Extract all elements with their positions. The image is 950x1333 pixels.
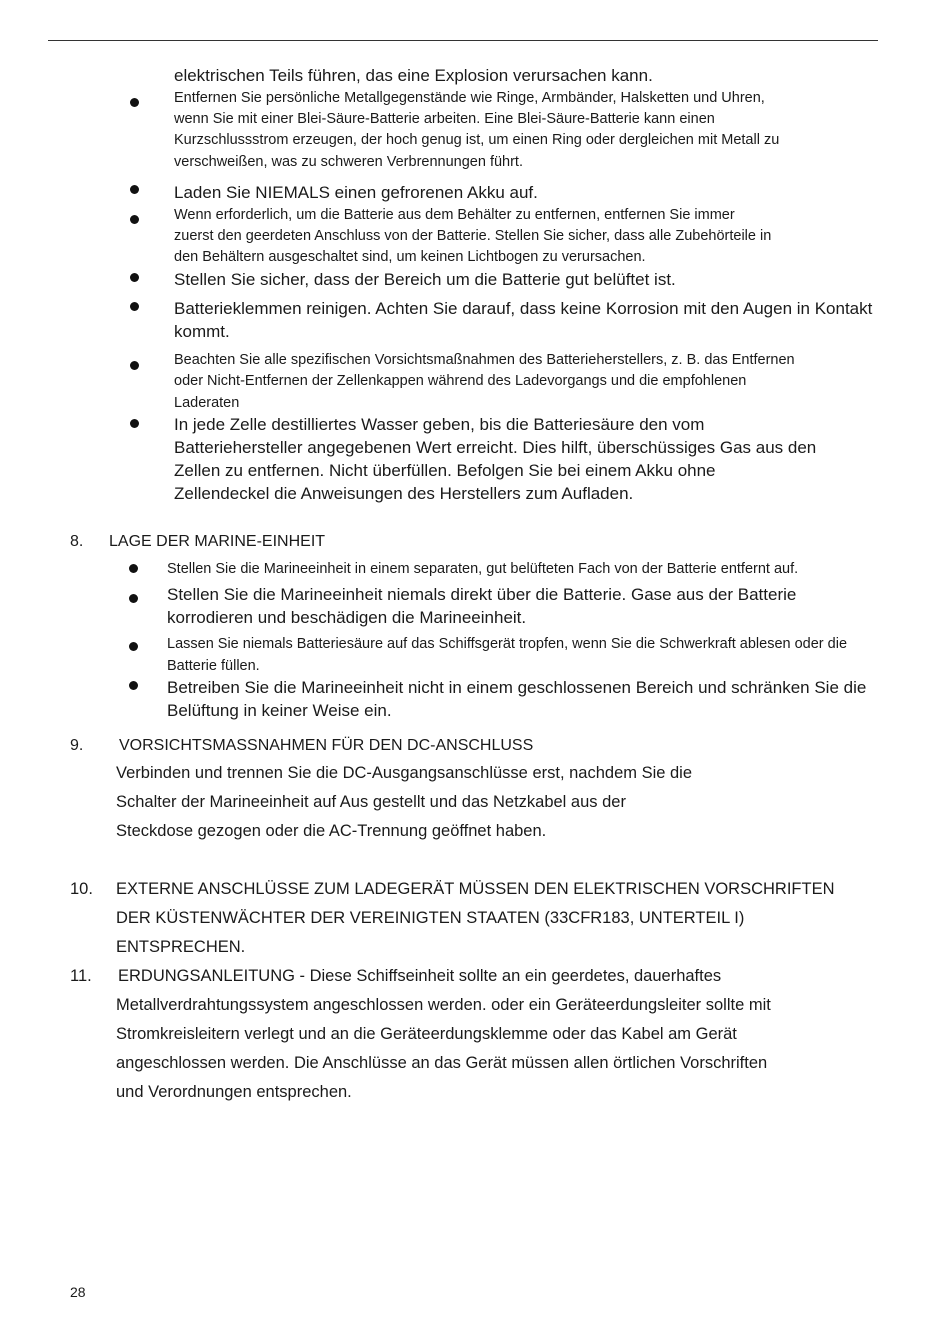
- bullet-text-line: Zellen zu entfernen. Nicht überfüllen. Befolgen Sie bei einem Akku ohne: [174, 461, 716, 480]
- bullet-text-line: Stellen Sie die Marineeinheit in einem separaten, gut belüfteten Fach von der Batterie entfernt auf.: [167, 561, 799, 577]
- section-heading: LAGE DER MARINE-EINHEIT: [109, 533, 326, 550]
- section-heading: VORSICHTSMASSNAHMEN FÜR DEN DC-ANSCHLUSS: [119, 737, 534, 754]
- section-number: 9.: [70, 737, 84, 754]
- bullet-text-line: Beachten Sie alle spezifischen Vorsichtsmaßnahmen des Batterieherstellers, z. B. das Entfernen: [174, 352, 795, 368]
- bullet-text-line: Laden Sie NIEMALS einen gefrorenen Akku auf.: [174, 183, 538, 202]
- section-number: 10.: [70, 880, 93, 898]
- bullet-text-line: Wenn erforderlich, um die Batterie aus dem Behälter zu entfernen, entfernen Sie immer: [174, 207, 735, 223]
- paragraph-line: Schalter der Marineeinheit auf Aus gestellt und das Netzkabel aus der: [116, 793, 626, 811]
- paragraph-line: ERDUNGSANLEITUNG - Diese Schiffseinheit sollte an ein geerdetes, dauerhaftes: [118, 967, 722, 985]
- bullet-text-line: Batterieklemmen reinigen. Achten Sie darauf, dass keine Korrosion mit den Augen in Kontakt: [174, 299, 873, 318]
- paragraph-line: Verbinden und trennen Sie die DC-Ausgangsanschlüsse erst, nachdem Sie die: [116, 764, 693, 782]
- bullet-text-line: Kurzschlussstrom erzeugen, der hoch genug ist, um einen Ring oder dergleichen mit Metall zu: [174, 132, 780, 148]
- bullet-dot: [130, 215, 139, 224]
- continuation-line: elektrischen Teils führen, das eine Explosion verursachen kann.: [174, 66, 653, 85]
- bullet-dot: [130, 98, 139, 107]
- bullet-text-line: Entfernen Sie persönliche Metallgegenstände wie Ringe, Armbänder, Halsketten und Uhren,: [174, 90, 765, 106]
- bullet-text-line: Zellendeckel die Anweisungen des Herstellers zum Aufladen.: [174, 484, 634, 503]
- bullet-text-line: kommt.: [174, 322, 230, 341]
- bullet-text-line: zuerst den geerdeten Anschluss von der Batterie. Stellen Sie sicher, dass alle Zubehörteile in: [174, 228, 772, 244]
- bullet-text-line: Laderaten: [174, 395, 240, 411]
- bullet-dot: [130, 273, 139, 282]
- bullet-text-line: oder Nicht-Entfernen der Zellenkappen während des Ladevorgangs und die empfohlenen: [174, 373, 747, 389]
- bullet-text-line: Lassen Sie niemals Batteriesäure auf das Schiffsgerät tropfen, wenn Sie die Schwerkraft ablesen oder die: [167, 636, 848, 652]
- bullet-text-line: wenn Sie mit einer Blei-Säure-Batterie arbeiten. Eine Blei-Säure-Batterie kann einen: [174, 111, 715, 127]
- paragraph-line: DER KÜSTENWÄCHTER DER VEREINIGTEN STAATEN (33CFR183, UNTERTEIL I): [116, 909, 745, 927]
- bullet-dot: [130, 302, 139, 311]
- bullet-text-line: Batteriehersteller angegebenen Wert erreicht. Dies hilft, überschüssiges Gas aus den: [174, 438, 817, 457]
- paragraph-line: ENTSPRECHEN.: [116, 938, 246, 956]
- paragraph-line: und Verordnungen entsprechen.: [116, 1083, 352, 1101]
- section-number: 11.: [70, 967, 92, 985]
- bullet-dot: [130, 185, 139, 194]
- bullet-text-line: In jede Zelle destilliertes Wasser geben, bis die Batteriesäure den vom: [174, 415, 705, 434]
- bullet-dot: [130, 361, 139, 370]
- bullet-dot: [129, 681, 138, 690]
- bullet-text-line: Stellen Sie die Marineeinheit niemals direkt über die Batterie. Gase aus der Batterie: [167, 585, 797, 604]
- bullet-text-line: verschweißen, was zu schweren Verbrennungen führt.: [174, 154, 523, 170]
- paragraph-line: angeschlossen werden. Die Anschlüsse an das Gerät müssen allen örtlichen Vorschriften: [116, 1054, 768, 1072]
- bullet-text-line: Batterie füllen.: [167, 658, 260, 674]
- bullet-dot: [129, 594, 138, 603]
- bullet-text-line: Betreiben Sie die Marineeinheit nicht in einem geschlossenen Bereich und schränken Sie die: [167, 678, 867, 697]
- bullet-dot: [130, 419, 139, 428]
- paragraph-line: EXTERNE ANSCHLÜSSE ZUM LADEGERÄT MÜSSEN DEN ELEKTRISCHEN VORSCHRIFTEN: [116, 880, 835, 898]
- bullet-text-line: korrodieren und beschädigen die Marineeinheit.: [167, 608, 527, 627]
- bullet-text-line: den Behältern ausgeschaltet sind, um keinen Lichtbogen zu verursachen.: [174, 249, 646, 265]
- paragraph-line: Metallverdrahtungssystem angeschlossen werden. oder ein Geräteerdungsleiter sollte mit: [116, 996, 771, 1014]
- page-number: 28: [70, 1284, 86, 1300]
- header-rule: [48, 40, 878, 41]
- bullet-dot: [129, 564, 138, 573]
- bullet-text-line: Stellen Sie sicher, dass der Bereich um die Batterie gut belüftet ist.: [174, 270, 676, 289]
- bullet-dot: [129, 642, 138, 651]
- paragraph-line: Steckdose gezogen oder die AC-Trennung geöffnet haben.: [116, 822, 547, 840]
- bullet-text-line: Belüftung in keiner Weise ein.: [167, 701, 392, 720]
- paragraph-line: Stromkreisleitern verlegt und an die Geräteerdungsklemme oder das Kabel am Gerät: [116, 1025, 737, 1043]
- section-number: 8.: [70, 533, 84, 550]
